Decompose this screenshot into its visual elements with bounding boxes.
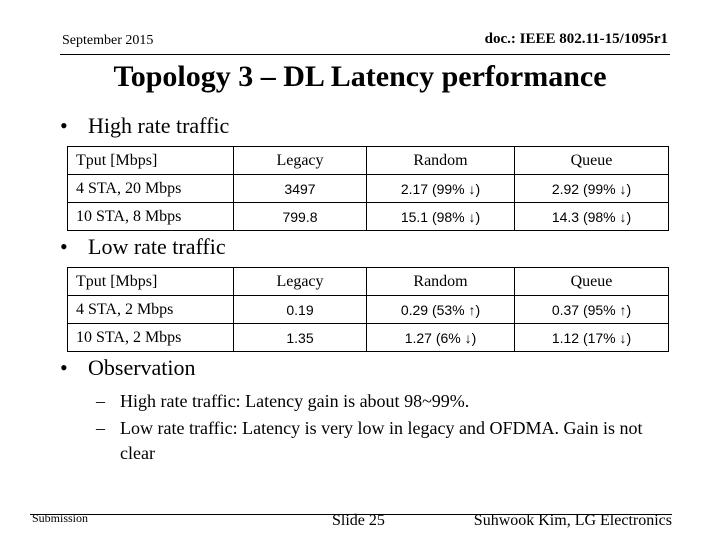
observation-text: High rate traffic: Latency gain is about 98~99%.	[120, 391, 470, 411]
table-cell: 4 STA, 20 Mbps	[68, 175, 234, 203]
column-header: Legacy	[234, 147, 367, 175]
low-rate-table	[67, 267, 669, 352]
column-header: Tput [Mbps]	[68, 147, 234, 175]
column-header: Random	[367, 147, 515, 175]
bullet-low-rate-label: Low rate traffic	[88, 234, 226, 259]
table-cell: 799.8	[234, 203, 367, 231]
table-cell: 2.17 (99% ↓)	[367, 175, 515, 203]
observation-text: Low rate traffic: Latency is very low in legacy and OFDMA. Gain is not clear	[120, 418, 643, 463]
column-header: Legacy	[234, 268, 367, 296]
table-cell: 4 STA, 2 Mbps	[68, 296, 234, 324]
table-row	[68, 296, 669, 324]
table-cell: 2.92 (99% ↓)	[515, 175, 669, 203]
dash-marker: –	[96, 418, 105, 438]
column-header: Tput [Mbps]	[68, 268, 234, 296]
column-header: Queue	[515, 268, 669, 296]
table-cell: 0.29 (53% ↑)	[367, 296, 515, 324]
table-header-row	[68, 268, 669, 296]
high-rate-table	[67, 146, 669, 231]
table-cell: 10 STA, 2 Mbps	[68, 324, 234, 352]
bullet-marker: •	[60, 234, 68, 259]
footer-author: Suhwook Kim, LG Electronics	[473, 512, 672, 529]
observation-item	[96, 389, 660, 414]
table-cell: 10 STA, 8 Mbps	[68, 203, 234, 231]
header-date: September 2015	[62, 33, 154, 48]
bullet-high-rate-label: High rate traffic	[88, 113, 230, 138]
table-row	[68, 324, 669, 352]
footer-slide-number: Slide 25	[332, 512, 385, 529]
table-row	[68, 175, 669, 203]
table-cell: 0.19	[234, 296, 367, 324]
table-cell: 3497	[234, 175, 367, 203]
table-cell: 0.37 (95% ↑)	[515, 296, 669, 324]
bullet-high-rate	[60, 113, 229, 139]
table-cell: 1.35	[234, 324, 367, 352]
footer-submission: Submission	[32, 511, 89, 525]
header-divider	[60, 54, 670, 55]
table-cell: 1.27 (6% ↓)	[367, 324, 515, 352]
observation-item	[96, 416, 660, 466]
table-row	[68, 203, 669, 231]
bullet-low-rate	[60, 234, 226, 260]
table-cell: 14.3 (98% ↓)	[515, 203, 669, 231]
table-cell: 15.1 (98% ↓)	[367, 203, 515, 231]
slide-title: Topology 3 – DL Latency performance	[113, 60, 607, 93]
bullet-observation-label: Observation	[88, 355, 196, 380]
table-header-row	[68, 147, 669, 175]
bullet-observation	[60, 355, 196, 381]
bullet-marker: •	[60, 355, 68, 380]
table-cell: 1.12 (17% ↓)	[515, 324, 669, 352]
column-header: Queue	[515, 147, 669, 175]
column-header: Random	[367, 268, 515, 296]
bullet-marker: •	[60, 113, 68, 138]
header-doc-id: doc.: IEEE 802.11-15/1095r1	[484, 31, 668, 47]
dash-marker: –	[96, 391, 105, 411]
